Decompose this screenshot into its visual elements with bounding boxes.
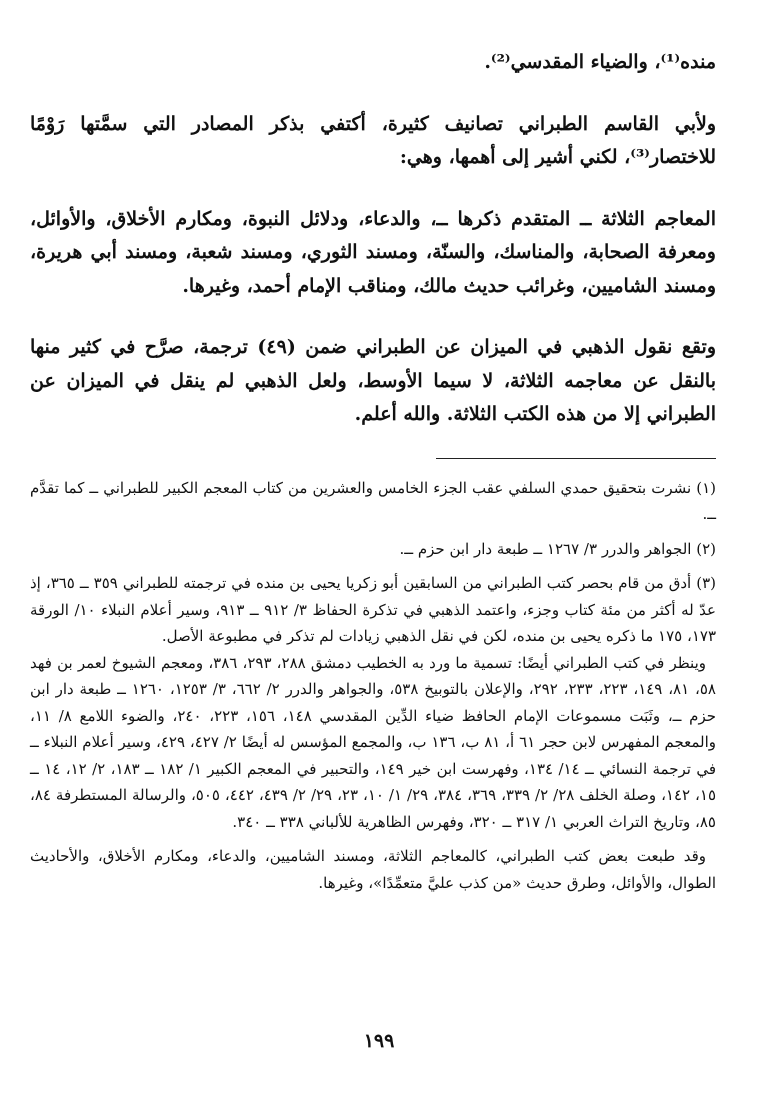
footnote-2: (٢) الجواهر والدرر ٣/ ١٢٦٧ ــ طبعة دار ابن حزم ــ. <box>399 539 716 558</box>
paragraph-works-intro: ولأبي القاسم الطبراني تصانيف كثيرة، أكتفي بذكر المصادر التي سمَّتها رَوْمًا للاختصار⁽³⁾، لكني أشير إلى أهمها، وهي: <box>30 112 716 168</box>
footnote-3-see-also: وينظر في كتب الطبراني أيضًا: تسمية ما ورد به الخطيب دمشق ٢٨٨، ٢٩٣، ٣٨٦، ومعجم الشيوخ لعمر بن فهد ٥٨، ٨١، ١٤٩، ٢٢٣، ٢٣٣، ٢٩٢، والإعلان بالتوبيخ ٥٣٨، والجواهر والدرر ٢/ ٦٦٢، ٣/ ١٢٥٣، ١٢٦٠ ــ طبعة دار ابن حزم ــ، وثَبَت مسموعات الإمام الحافظ ضياء الدِّين المقدسي ١٤٨، ١٥٦، ٢٢٣، ٢٤٠، والضوء اللامع ٨/ ١١، والمعجم المفهرس لابن حجر ٦١ أ، ٨١ ب، ١٣٦ ب، والمجمع المؤسس له أيضًا ٢/ ٤٢٧، ٤٢٩، وسير أعلام النبلاء ــ في ترجمة النسائي ــ ١٤/ ١٣٤، وفهرست ابن خير ١٤٩، والتحبير في المعجم الكبير ١/ ١٨٢ ــ ١٨٣، ٢/ ١٢، ١٤ ــ ١٥، ١٤٢، وصلة الخلف ٢٨/ ٢/ ٣٣٩، ٣٦٩، ٣٨٤، ٢٩/ ١/ ١٠، ٢٣، ٢٩/ ٢/ ٤٣٩، ٤٤٢، ٥٠٥، والرسالة المستطرفة ٨٤، ٨٥، وتاريخ التراث العربي ١/ ٣١٧ ــ ٣٢٠، وفهرس الظاهرية للألباني ٣٣٨ ــ ٣٤٠. <box>30 653 717 831</box>
paragraph-dhahabi: وتقع نقول الذهبي في الميزان عن الطبراني ضمن (٤٩) ترجمة، صرَّح في كثير منها بالنقل عن معاجمه الثلاثة، لا سيما الأوسط، ولعل الذهبي لم ينقل في الميزان عن الطبراني إلا من هذه الكتب الثلاثة. والله أعلم. <box>30 336 716 425</box>
footnote-3: (٣) أدق من قام بحصر كتب الطبراني من السابقين أبو زكريا يحيى بن منده في ترجمته للطبراني ٣٥٩ ــ ٣٦٥، إذ عدّ له أكثر من مئة كتاب وجزء، واعتمد الذهبي في تذكرة الحفاظ ٣/ ٩١٢ ــ ٩١٣، وسير أعلام النبلاء ١٠/ الورقة ١٧٣، ١٧٥ ما ذكره يحيى بن منده، لكن في نقل الذهبي زيادات لم تذكر في مطبوعة الأصل. <box>30 574 716 645</box>
footnote-divider <box>436 458 716 459</box>
page-number: ١٩٩ <box>363 1030 395 1052</box>
line-continuation: منده⁽¹⁾، والضياء المقدسي⁽²⁾. <box>484 51 716 73</box>
footnote-3-printed: وقد طبعت بعض كتب الطبراني، كالمعاجم الثلاثة، ومسند الشاميين، والدعاء، ومكارم الأخلاق، والأحاديث الطوال، والأوائل، وطرق حديث «من كذب عليَّ متعمِّدًا»، وغيرها. <box>30 847 716 892</box>
footnote-1: (١) نشرت بتحقيق حمدي السلفي عقب الجزء الخامس والعشرين من كتاب المعجم الكبير للطبراني ــ كما تقدَّم ــ. <box>30 478 716 523</box>
paragraph-works-list: المعاجم الثلاثة ــ المتقدم ذكرها ــ، والدعاء، ودلائل النبوة، ومكارم الأخلاق، والأوائل، ومعرفة الصحابة، والمناسك، والسنّة، ومسند الثوري، ومسند شعبة، ومسند أبي هريرة، ومسند الشاميين، وغرائب حديث مالك، ومناقب الإمام أحمد، وغيرها. <box>30 207 716 297</box>
main-text <box>30 46 716 432</box>
footnotes <box>30 475 716 897</box>
